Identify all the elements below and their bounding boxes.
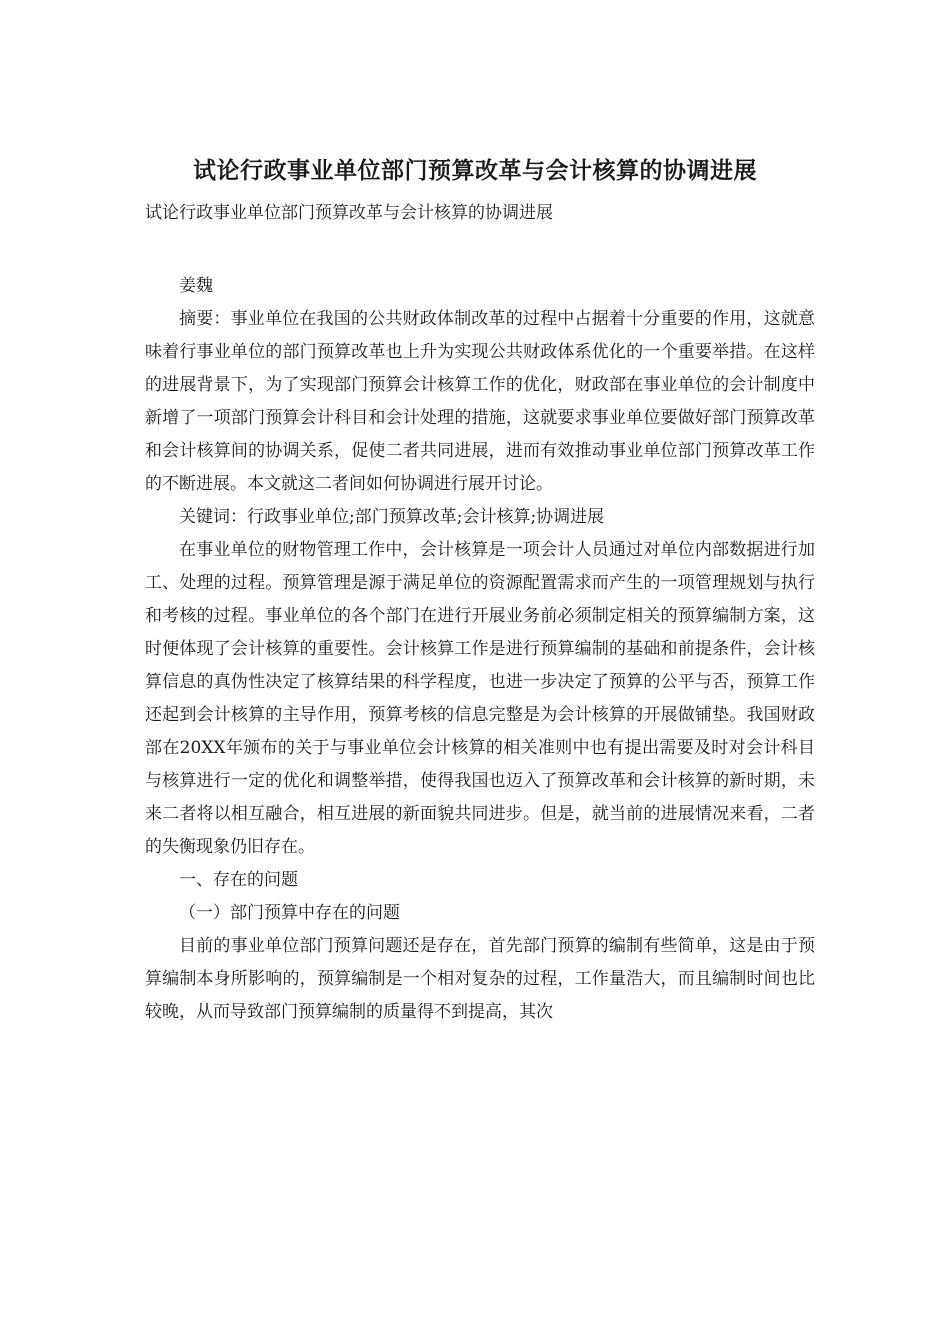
section-heading: 一、存在的问题 bbox=[179, 870, 298, 890]
author-name: 姜魏 bbox=[179, 276, 213, 296]
keywords-paragraph: 关键词：行政事业单位;部门预算改革;会计核算;协调进展 bbox=[179, 507, 605, 527]
document-body bbox=[145, 270, 815, 1029]
subsection-heading: （一）部门预算中存在的问题 bbox=[179, 903, 400, 923]
body-paragraph: 目前的事业单位部门预算问题还是存在，首先部门预算的编制有些简单，这是由于预算编制本身所影响的，预算编制是一个相对复杂的过程，工作量浩大，而且编制时间也比较晚，从而导致部门预算编制的质量得不到提高，其次 bbox=[145, 936, 815, 1022]
intro-paragraph: 在事业单位的财物管理工作中，会计核算是一项会计人员通过对单位内部数据进行加工、处理的过程。预算管理是源于满足单位的资源配置需求而产生的一项管理规划与执行和考核的过程。事业单位的各个部门在进行开展业务前必须制定相关的预算编制方案，这时便体现了会计核算的重要性。会计核算工作是进行预算编制的基础和前提条件，会计核算信息的真伪性决定了核算结果的科学程度，也进一步决定了预算的公平与否，预算工作还起到会计核算的主导作用，预算考核的信息完整是为会计核算的开展做铺垫。我国财政部在20XX年颁布的关于与事业单位会计核算的相关准则中也有提出需要及时对会计科目与核算进行一定的优化和调整举措，使得我国也迈入了预算改革和会计核算的新时期，未来二者将以相互融合，相互进展的新面貌共同进步。但是，就当前的进展情况来看，二者的失衡现象仍旧存在。 bbox=[145, 540, 815, 857]
abstract-paragraph: 摘要：事业单位在我国的公共财政体制改革的过程中占据着十分重要的作用，这就意味着行事业单位的部门预算改革也上升为实现公共财政体系优化的一个重要举措。在这样的进展背景下，为了实现部门预算会计核算工作的优化，财政部在事业单位的会计制度中新增了一项部门预算会计科目和会计处理的措施，这就要求事业单位要做好部门预算改革和会计核算间的协调关系，促使二者共同进展，进而有效推动事业单位部门预算改革工作的不断进展。本文就这二者间如何协调进行展开讨论。 bbox=[145, 309, 815, 494]
document-title: 试论行政事业单位部门预算改革与会计核算的协调进展 bbox=[193, 157, 757, 184]
document-subtitle: 试论行政事业单位部门预算改革与会计核算的协调进展 bbox=[145, 203, 553, 223]
